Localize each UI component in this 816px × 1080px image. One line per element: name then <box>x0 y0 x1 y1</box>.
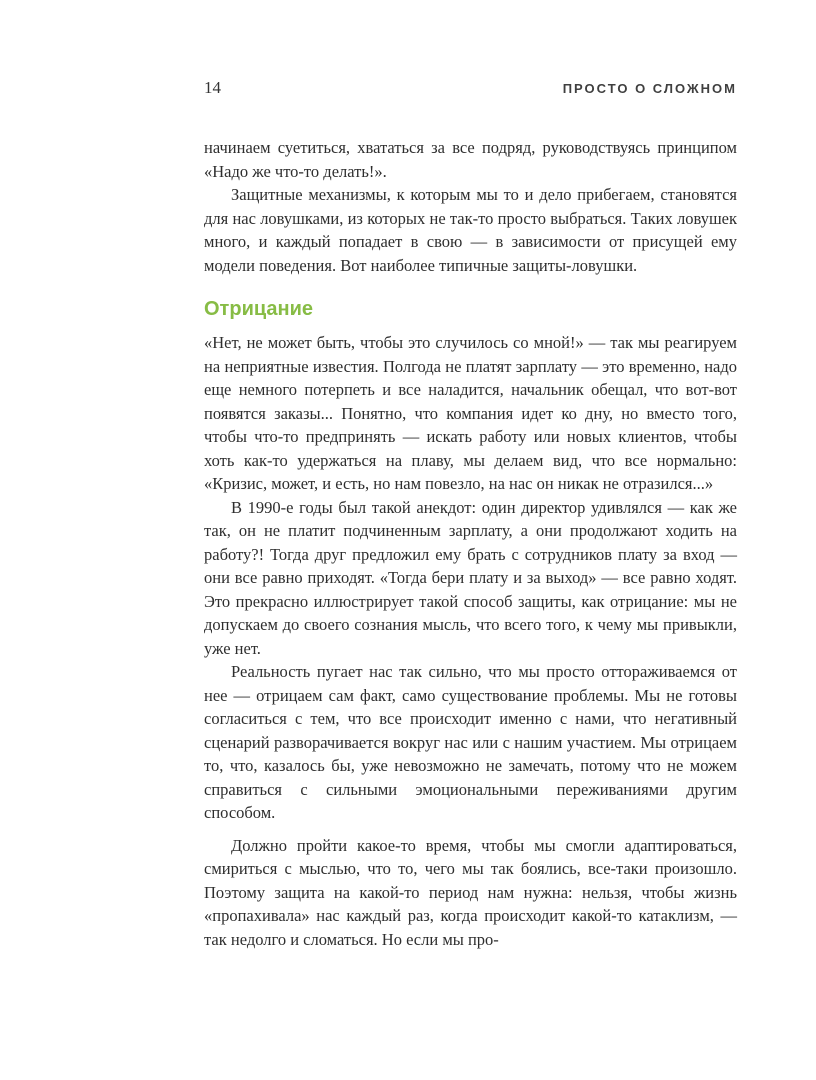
page-body <box>204 136 737 951</box>
intro-paragraph-2: Защитные механизмы, к которым мы то и дело прибегаем, становятся для нас ловушками, из которых не так-то просто выбраться. Таких ловушек много, и каждый попадает в свою — в зависимости от присущей ему модели поведения. Вот наиболее типичные защиты-ловушки. <box>204 185 737 275</box>
running-title: ПРОСТО О СЛОЖНОМ <box>562 81 737 96</box>
section-paragraph-4: Должно пройти какое-то время, чтобы мы смогли адаптироваться, смириться с мыслью, что то, чего мы так боялись, все-таки произошло. Поэтому защита на какой-то период нам нужна: нельзя, чтобы жизнь «пропахивала» нас каждый раз, когда происходит какой-то катаклизм, — так недолго и сломаться. Но если мы про- <box>204 835 737 949</box>
page-number: 14 <box>204 78 221 97</box>
section-heading: Отрицание <box>204 298 314 320</box>
section-paragraph-3: Реальность пугает нас так сильно, что мы просто оттораживаемся от нее — отрицаем сам факт, само существование проблемы. Мы не готовы согласиться с тем, что все происходит именно с нами, что негативный сценарий разворачивается вокруг нас или с нашим участием. Мы отрицаем то, что, казалось бы, уже невозможно не замечать, потому что не можем справиться с сильными эмоциональными переживаниями другим способом. <box>204 662 737 822</box>
section-paragraph-1: «Нет, не может быть, чтобы это случилось со мной!» — так мы реагируем на неприятные известия. Полгода не платят зарплату — это временно, надо еще немного потерпеть и все наладится, начальник обещал, что вот-вот появятся заказы... Понятно, что компания идет ко дну, но вместо того, чтобы что-то предпринять — искать работу или новых клиентов, чтобы хоть как-то удержаться на плаву, мы делаем вид, что все нормально: «Кризис, может, и есть, но нам повезло, на нас он никак не отразился...» <box>204 333 737 493</box>
intro-paragraph-1: начинаем суетиться, хвататься за все подряд, руководствуясь принципом «Надо же что-то делать!». <box>204 138 737 181</box>
running-head <box>204 78 737 98</box>
section-paragraph-2: В 1990-е годы был такой анекдот: один директор удивлялся — как же так, он не платит подчиненным зарплату, а они продолжают ходить на работу?! Тогда друг предложил ему брать с сотрудников плату за вход — они все равно приходят. «Тогда бери плату и за выход» — все равно ходят. Это прекрасно иллюстрирует такой способ защиты, как отрицание: мы не допускаем до своего сознания мысль, что всего того, к чему мы привыкли, уже нет. <box>204 497 737 658</box>
